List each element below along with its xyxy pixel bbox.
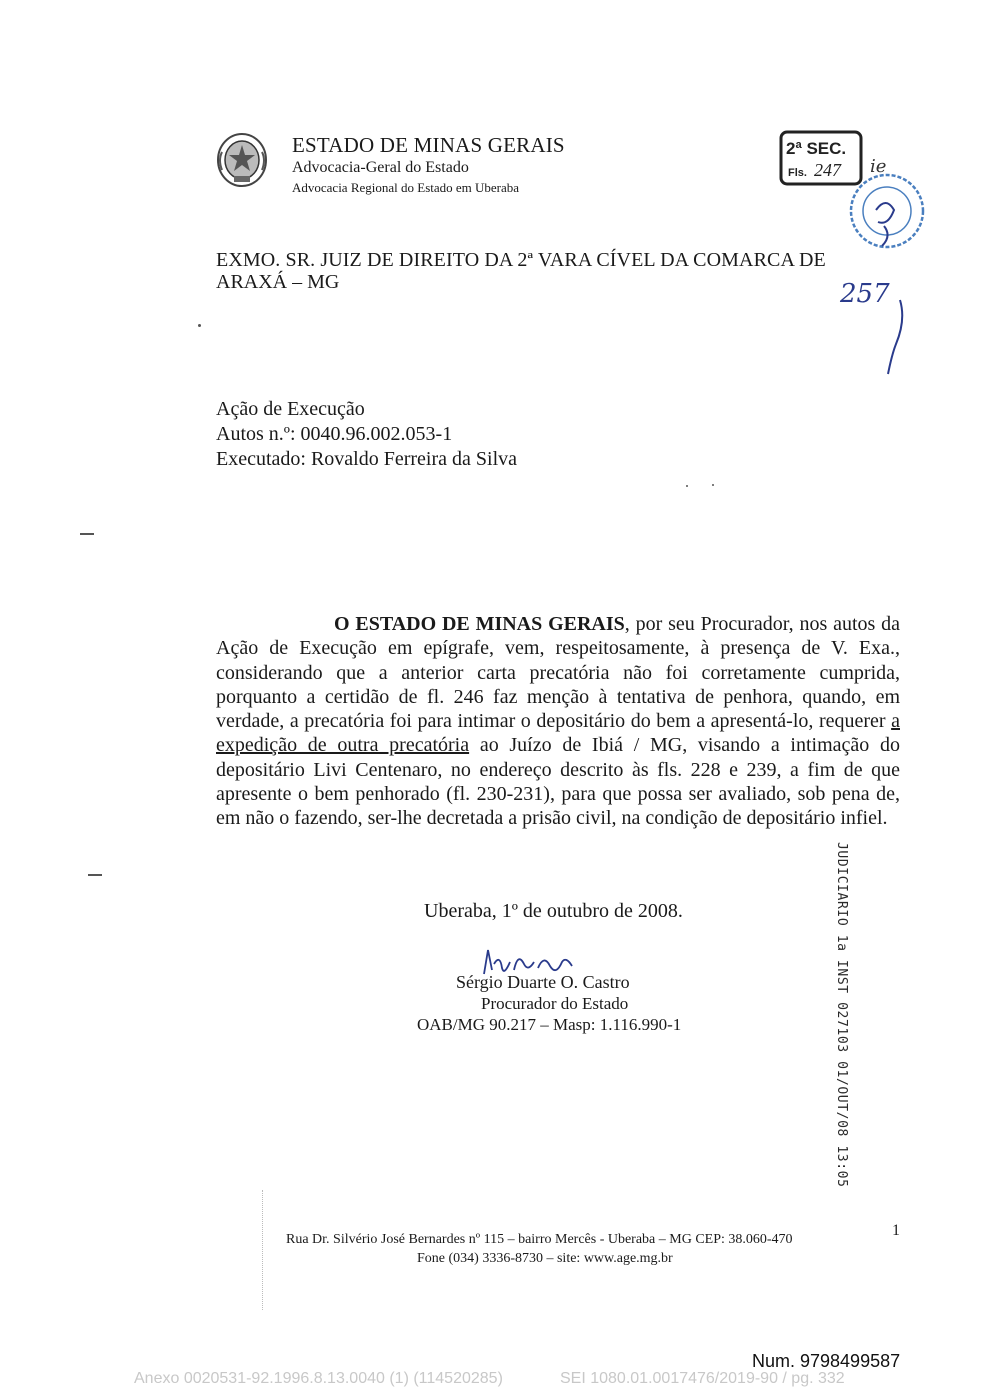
document-number: Num. 9798499587 xyxy=(752,1351,901,1371)
header-title: ESTADO DE MINAS GERAIS xyxy=(292,133,565,157)
protocol-stamp-text: JUDICIARIO 1a INST 027103 01/OUT/08 13:05 xyxy=(834,842,849,1188)
case-action: Ação de Execução xyxy=(216,398,365,420)
handwritten-257: 257 xyxy=(840,279,890,309)
signer-oab-masp: OAB/MG 90.217 – Masp: 1.116.990-1 xyxy=(417,1015,682,1034)
watermark-sei: SEI 1080.01.0017476/2019-90 / pg. 332 xyxy=(560,1370,845,1387)
stamp-sec-label: 2ª SEC. xyxy=(786,139,847,158)
watermark-annex: Anexo 0020531-92.1996.8.13.0040 (1) (114520285) xyxy=(134,1370,503,1387)
petition-text-a: , por seu Procurador, nos autos da Ação de Execução em epígrafe, vem, respeitosamente, à presença de V. Exa., considerando que a anterior carta precatória não foi corretamente cumprida, porquanto a certidão de fl. 246 faz menção à tentativa de penhora, quando, em verdade, a precatória foi para intimar o depositário do bem a apresentá-lo, requerer xyxy=(216,613,900,733)
footer-phone-site: Fone (034) 3336-8730 – site: www.age.mg.br xyxy=(417,1251,673,1266)
footer-address: Rua Dr. Silvério José Bernardes nº 115 – bairro Mercês - Uberaba – MG CEP: 38.060-470 xyxy=(286,1232,793,1247)
header-subtitle-office: Advocacia Regional do Estado em Uberaba xyxy=(292,180,520,195)
case-executed-party: Executado: Rovaldo Ferreira da Silva xyxy=(216,448,518,470)
scan-speck xyxy=(712,484,714,486)
petition-lead-bold: O ESTADO DE MINAS GERAIS xyxy=(334,613,625,635)
petition-text-b: ao Juízo de Ibiá / MG, visando a intimação do depositário Livi Centenaro, no endereço descrito às fls. 228 e 239, a fim de que apresente o bem penhorado (fl. 230-231), para que possa ser avaliado, sob pena de, em não o fazendo, ser-lhe decretada a prisão civil, na condição de depositário infiel. xyxy=(216,734,900,830)
scan-speck xyxy=(686,485,688,487)
addressee-line-1: EXMO. SR. JUIZ DE DIREITO DA 2ª VARA CÍVEL DA COMARCA DE xyxy=(216,249,826,271)
addressee-line-2: ARAXÁ – MG xyxy=(216,271,340,293)
scan-speck xyxy=(80,533,94,535)
scan-speck xyxy=(88,874,102,876)
petition-underlined-request: a expedição de outra precatória xyxy=(216,710,900,757)
stamp-sec-fl: Fls. xyxy=(788,167,807,179)
signer-role: Procurador do Estado xyxy=(481,994,629,1013)
closing-date: Uberaba, 1º de outubro de 2008. xyxy=(424,900,683,922)
stamp-sec-number: 247 xyxy=(814,160,841,180)
footer-divider xyxy=(262,1190,264,1310)
header-subtitle-agency: Advocacia-Geral do Estado xyxy=(292,159,469,176)
handwritten-ie: ie xyxy=(870,156,887,177)
signer-name: Sérgio Duarte O. Castro xyxy=(456,972,630,992)
scan-speck xyxy=(198,324,201,327)
handwritten-marks xyxy=(838,150,928,380)
case-number: Autos n.º: 0040.96.002.053-1 xyxy=(216,423,453,445)
page-number: 1 xyxy=(892,1222,900,1239)
petition-body xyxy=(216,612,900,831)
coat-of-arms-icon xyxy=(216,132,268,188)
